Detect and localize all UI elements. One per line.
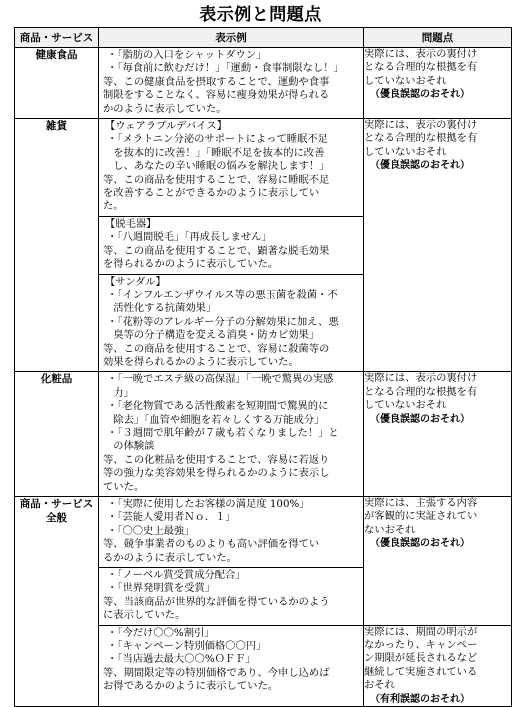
problem-cell [364,119,512,372]
example-line: ・「メラトニン分泌のサポートによって睡眠不足 [107,133,328,146]
example-line: ・「世界発明賞を受賞」 [107,582,216,595]
example-block [99,216,363,274]
category-cell [15,48,99,119]
example-line: 除去」「血管や細胞を若々しくする万能成分」 [103,413,325,426]
problem-line: 実際には、表示の裏付け [364,119,478,132]
example-line: ・「芸能人愛用者Ｎｏ．１」 [107,511,236,524]
example-line: た。 [103,200,124,213]
example-line: 等、この商品を使用することで、顕著な脱毛効果 [103,244,330,257]
example-line: ・「キャンペーン特別価格〇〇円」 [107,640,267,653]
problem-line: 実際には、表示の裏付け [364,48,478,60]
example-line: を抜本的に改善！」「睡眠不足を抜本的に改善 [103,146,325,159]
example-line: 等、この化粧品を使用することで、容易に若返り [103,453,330,466]
example-cell [99,625,364,706]
category-label: 雑貨 [46,120,67,133]
header-category: 商品・サービス [15,28,99,48]
example-line: 等、競争事業者のものよりも高い評価を得てい [103,538,320,551]
example-line: ・「ノーベル賞受賞成分配合」 [107,569,246,582]
header-example: 表示例 [99,28,364,48]
example-line: お得であるかのように表示していた。 [103,680,279,693]
example-line: ・「老化物質である活性酸素を短期間で驚異的に [107,400,329,413]
problem-line: 実際には、表示の裏付け [364,372,478,385]
example-cell [99,497,364,626]
problem-verdict: （有利誤認のおそれ） [370,693,470,705]
example-line: 等、この健康食品を摂取することで、運動や食事 [103,75,330,88]
example-line: 等の強力な美容効果を得られるかのように表示し [103,467,330,480]
problem-line: していないおそれ [364,399,447,412]
table-row [15,497,512,626]
example-block [99,626,363,696]
example-cell [99,119,364,372]
table-header-row [15,28,512,48]
example-line: 【脱毛器】 [105,217,157,230]
example-line: ・「脂肪の入口をシャットダウン」 [107,49,267,61]
problem-line: なかったり、キャンペー [364,639,478,652]
problem-line: となる合理的な根拠を有 [364,385,478,398]
example-line: るかのように表示していた。 [103,551,237,564]
example-block [99,567,363,625]
category-label: 健康食品 [35,49,78,61]
problem-line: となる合理的な根拠を有 [364,61,478,74]
problem-line: 実際には、期間の明示が [364,625,478,638]
table-row [15,48,512,119]
header-problem: 問題点 [364,28,512,48]
example-line: ・「〇〇史上最強」 [107,524,195,537]
example-line: 制限をすることなく、容易に痩身効果が得られる [103,89,330,102]
problem-line: 継続して実施されている [364,665,478,678]
example-line: ていた。 [103,480,145,493]
problem-line: していないおそれ [364,145,447,158]
problem-line: が客観的に実証されてい [364,510,478,523]
problem-cell [364,625,512,706]
example-line: ・「当店過去最大〇〇%ＯＦＦ」 [107,653,256,666]
example-line: 【サンダル】 [105,275,166,288]
example-block [99,274,363,372]
problem-verdict: （優良誤認のおそれ） [370,160,470,172]
example-line: を改善することができるかのように表示してい [103,187,320,200]
example-line: ・「花粉等のアレルギー分子の分解効果に加え、悪 [107,315,339,328]
table-body [15,48,512,707]
problem-cell [364,48,512,119]
category-cell [15,372,99,497]
example-line: の体験談 [103,440,155,453]
problem-line: おそれ [364,679,395,692]
problem-cell [364,372,512,497]
example-line: 等、この商品を使用することで、容易に睡眠不足 [103,173,330,186]
problem-line: となる合理的な根拠を有 [364,132,478,145]
category-cell [15,119,99,372]
example-line: 等、当該商品が世界的な評価を得ているかのよう [103,595,330,608]
problem-verdict: （優良誤認のおそれ） [370,538,470,550]
examples-table [14,27,512,707]
example-line: ・「今だけ〇〇%割引」 [107,626,215,639]
example-line: 臭等の分子構造を変える消臭・防カビ効果」 [103,329,320,342]
example-line: 【ウェアラブルデバイス】 [105,120,228,133]
problem-line: 実際には、主張する内容 [364,497,478,509]
category-label: 化粧品 [40,373,73,386]
example-line: ・「インフルエンザウイルス等の悪玉菌を殺菌・不 [107,288,338,301]
example-line: 等、期間限定等の特別価格であり、今申し込めば [103,666,330,679]
example-line: ・「３週間で肌年齢が７歳も若くなりました！」と [107,426,339,439]
example-line: ・「八週間脱毛」「再成長しません」 [107,231,272,244]
example-block [99,48,363,118]
example-line: 等、この商品を使用することで、容易に殺菌等の [103,342,330,355]
problem-verdict: （優良誤認のおそれ） [370,413,470,425]
example-line: 効果を得られるかのように表示していた。 [103,355,299,368]
example-line: ・「一晩でエステ級の高保湿」「一晩で驚異の実感 [107,373,334,386]
example-line: かのように表示していた。 [103,102,227,115]
category-cell [15,497,99,707]
category-label: 商品・サービス [19,498,94,510]
example-line: ・「毎食前に飲むだけ！」「運動・食事制限なし！」 [107,62,344,75]
example-cell [99,372,364,497]
problem-line: ン期限が延長されるなど [364,652,478,665]
table-row [15,119,512,372]
category-label: 全般 [46,512,67,524]
example-line: に表示していた。 [103,609,186,622]
example-cell [99,48,364,119]
example-block [99,497,363,567]
example-line: 力」 [103,386,134,399]
page-title: 表示例と問題点 [199,5,322,25]
table-row [15,372,512,497]
example-line: ・「実際に使用したお客様の満足度 100%」 [107,498,310,510]
problem-cell [364,497,512,626]
problem-verdict: （優良誤認のおそれ） [370,89,470,101]
example-block [99,372,363,496]
example-line: 活性化する抗菌効果」 [103,302,217,315]
example-line: を得られるかのように表示していた。 [103,258,279,271]
problem-line: していないおそれ [364,74,447,87]
example-block [99,119,363,216]
example-line: し、あなたの辛い睡眠の悩みを解決します！」 [103,160,330,173]
problem-line: ないおそれ [364,523,416,536]
